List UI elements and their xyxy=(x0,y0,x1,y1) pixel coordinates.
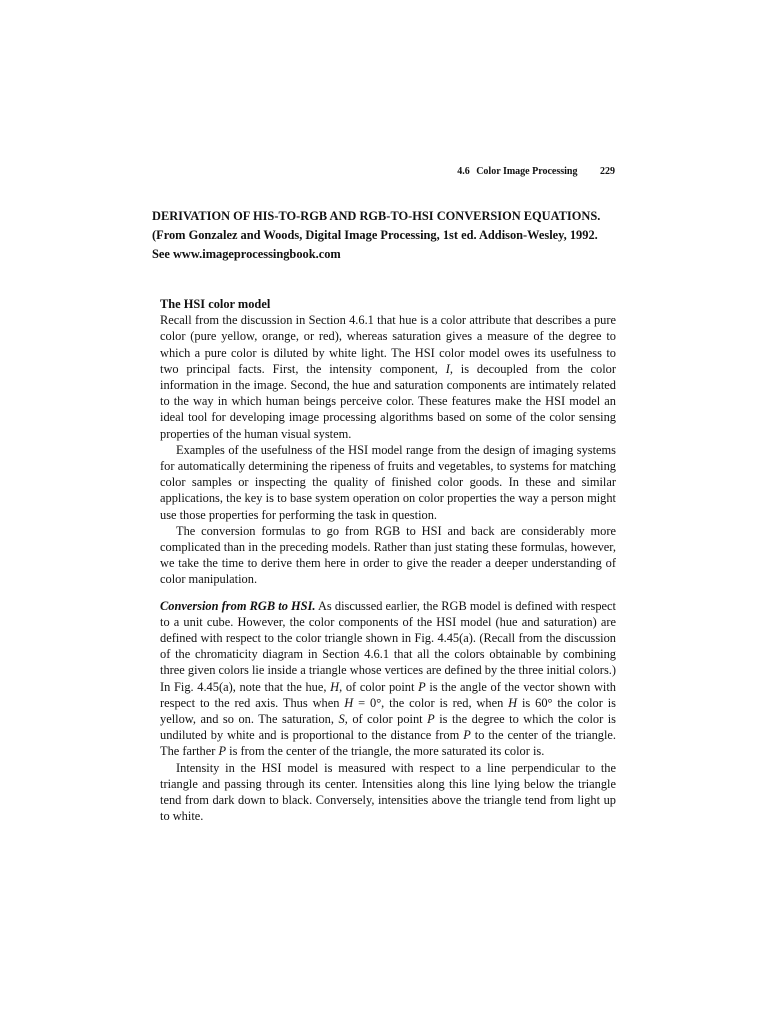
run-in-heading: Conversion from RGB to HSI. xyxy=(160,598,316,613)
derivation-title: DERIVATION OF HIS-TO-RGB AND RGB-TO-HSI CONVERSION EQUATIONS. xyxy=(152,209,601,223)
section-title: Color Image Processing xyxy=(476,166,578,177)
section-heading: The HSI color model xyxy=(160,297,271,311)
derivation-source: (From Gonzalez and Woods, Digital Image Processing, 1st ed. Addison-Wesley, 1992. xyxy=(152,228,598,242)
derivation-link: See www.imageprocessingbook.com xyxy=(152,247,341,261)
running-head xyxy=(160,165,615,179)
paragraph-1: Recall from the discussion in Section 4.6.1 that hue is a color attribute that describes a pure color (pure yellow, orange, or red), whereas saturation gives a measure of the degree to which a pure color is diluted by white light. The HSI color model owes its usefulness to two principal facts. First, the intensity component, I, is decoupled from the color information in the image. Second, the hue and saturation components are intimately related to the way in which human beings perceive color. These features make the HSI model an ideal tool for developing image processing algorithms based on some of the color sensing properties of the human visual system. xyxy=(160,313,616,441)
derivation-note xyxy=(152,207,622,264)
body-text xyxy=(160,296,616,825)
paragraph-3: The conversion formulas to go from RGB to HSI and back are considerably more complicated than in the preceding models. Rather than just stating these formulas, however, we take the time to derive them here in order to give the reader a deeper understanding of color manipulation. xyxy=(160,523,616,587)
page-number: 229 xyxy=(600,166,615,177)
paragraph-2: Examples of the usefulness of the HSI model range from the design of imaging systems for automatically determining the ripeness of fruits and vegetables, to systems for matching color samples or inspecting the quality of finished color goods. In these and similar applications, the key is to base system operation on color properties the way a person might use those properties for performing the task in question. xyxy=(160,442,616,522)
paragraph-5: Intensity in the HSI model is measured with respect to a line perpendicular to the triangle and passing through its center. Intensities along this line lying below the triangle tend from dark down to black. Conversely, intensities above the triangle tend from light up to white. xyxy=(160,760,616,824)
paragraph-4: Conversion from RGB to HSI. As discussed earlier, the RGB model is defined with respect to a unit cube. However, the color components of the HSI model (hue and saturation) are defined with respect to the color triangle shown in Fig. 4.45(a). (Recall from the discussion of the chromaticity diagram in Section 4.6.1 that all the colors obtainable by combining three given colors lie inside a triangle whose vertices are defined by the three initial colors.) In Fig. 4.45(a), note that the hue, H, of color point P is the angle of the vector shown with respect to the red axis. Thus when H = 0°, the color is red, when H is 60° the color is yellow, and so on. The saturation, S, of color point P is the degree to which the color is undiluted by white and is proportional to the distance from P to the center of the triangle. The farther P is from the center of the triangle, the more saturated its color is. xyxy=(160,598,617,759)
section-number: 4.6 xyxy=(457,166,470,177)
var-i: I xyxy=(445,361,450,376)
